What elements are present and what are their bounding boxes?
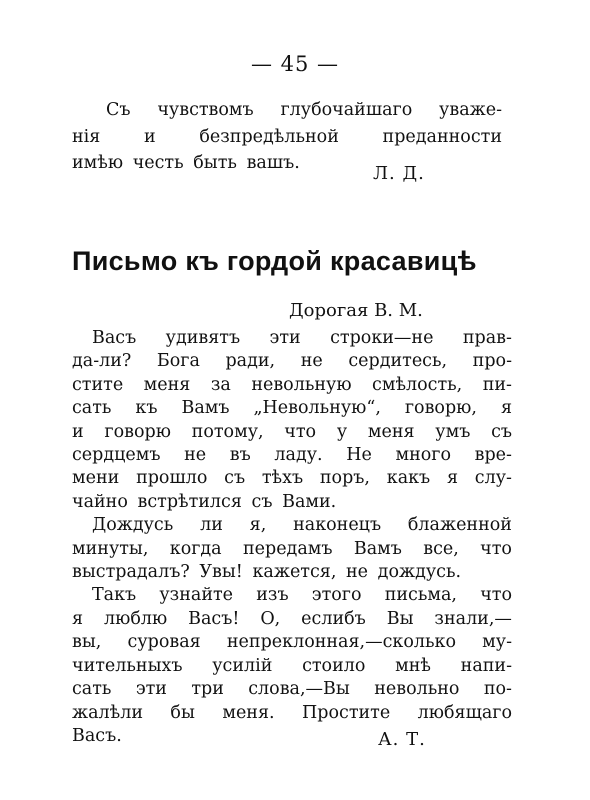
word: Такъ bbox=[92, 585, 137, 606]
word: суровая bbox=[127, 632, 201, 653]
word: изъ bbox=[256, 585, 289, 606]
word: про- bbox=[472, 351, 512, 372]
word: уваже- bbox=[439, 100, 502, 120]
word: знали,— bbox=[434, 608, 512, 629]
text-line bbox=[72, 702, 512, 725]
word: тѣхъ bbox=[261, 468, 304, 489]
word: не bbox=[346, 562, 369, 583]
word: встрѣтился bbox=[137, 491, 242, 512]
word: къ bbox=[135, 398, 158, 419]
word: стите bbox=[72, 374, 124, 395]
word: напи- bbox=[460, 655, 512, 676]
word: ради, bbox=[225, 351, 276, 372]
word: Вамъ bbox=[353, 538, 402, 559]
page-number: — 45 — bbox=[250, 52, 340, 76]
word: этого bbox=[311, 585, 362, 606]
word: мени bbox=[72, 468, 120, 489]
text-line bbox=[72, 124, 502, 151]
word: за bbox=[210, 374, 231, 395]
word: Съ bbox=[106, 100, 131, 120]
word: меня bbox=[143, 374, 191, 395]
text-line bbox=[72, 397, 512, 420]
word: умъ bbox=[435, 421, 471, 442]
word: все, bbox=[423, 538, 459, 559]
letter-signature: А. Т. bbox=[378, 729, 426, 750]
word: когда bbox=[169, 538, 222, 559]
text-line bbox=[72, 538, 512, 561]
letter-body bbox=[72, 327, 512, 748]
word: Простите bbox=[302, 702, 391, 723]
text-line bbox=[72, 655, 512, 678]
word: чувствомъ bbox=[157, 100, 254, 120]
text-line bbox=[72, 514, 512, 537]
text-line bbox=[72, 725, 512, 748]
word: прошло bbox=[136, 468, 208, 489]
word: усилій bbox=[212, 655, 273, 676]
word: вы, bbox=[72, 632, 102, 653]
word: сать bbox=[72, 679, 112, 700]
text-line bbox=[72, 584, 512, 607]
word: блаженной bbox=[407, 515, 512, 536]
word: Бога bbox=[156, 351, 200, 372]
text-line bbox=[72, 350, 512, 373]
word: „Невольную“, bbox=[253, 398, 381, 419]
word: прав- bbox=[462, 328, 512, 348]
word: меня. bbox=[222, 702, 275, 723]
word: какъ bbox=[386, 468, 431, 489]
word: меня bbox=[367, 421, 415, 442]
word: передамъ bbox=[242, 538, 333, 559]
letter-greeting: Дорогая В. М. bbox=[289, 300, 423, 321]
word: поръ, bbox=[319, 468, 370, 489]
word: слу- bbox=[474, 468, 512, 489]
word: люблю bbox=[103, 608, 168, 629]
text-line bbox=[72, 444, 512, 467]
word: и bbox=[144, 126, 156, 147]
word: не bbox=[184, 445, 207, 466]
word: эти bbox=[135, 679, 167, 700]
word: безпредѣльной bbox=[199, 126, 339, 147]
word: много bbox=[395, 445, 451, 466]
word: что bbox=[284, 421, 317, 442]
word: Васъ! bbox=[188, 608, 240, 629]
word: слова,—Вы bbox=[248, 679, 350, 700]
text-line bbox=[72, 631, 512, 654]
word: любящаго bbox=[417, 702, 512, 723]
word: сердитесь, bbox=[348, 351, 448, 372]
text-line bbox=[72, 374, 512, 397]
word: вашъ. bbox=[246, 153, 300, 173]
word: у bbox=[336, 421, 348, 442]
text-line bbox=[72, 678, 512, 701]
word: выстрадалъ? bbox=[72, 562, 190, 583]
word: Вами. bbox=[282, 491, 337, 512]
word: что bbox=[480, 585, 512, 606]
word: пи- bbox=[482, 374, 512, 395]
text-line bbox=[72, 467, 512, 490]
text-line bbox=[72, 421, 512, 444]
word: узнайте bbox=[159, 585, 234, 606]
text-line bbox=[72, 491, 512, 514]
word: стоило bbox=[302, 655, 366, 676]
text-line bbox=[72, 561, 512, 584]
word: чительныхъ bbox=[72, 655, 183, 676]
word: Васъ bbox=[92, 328, 137, 348]
word: быть bbox=[193, 153, 237, 173]
word: вре- bbox=[474, 445, 512, 466]
word: и bbox=[72, 421, 84, 442]
word: потому, bbox=[191, 421, 264, 442]
word: минуты, bbox=[72, 538, 149, 559]
word: ладу. bbox=[274, 445, 323, 466]
word: съ bbox=[491, 421, 512, 442]
word: жалѣли bbox=[72, 702, 143, 723]
word: дождусь. bbox=[377, 562, 462, 583]
word: говорю bbox=[104, 421, 171, 442]
word: мнѣ bbox=[395, 655, 431, 676]
previous-letter-closing bbox=[72, 97, 502, 177]
word: Вамъ bbox=[181, 398, 230, 419]
word: непреклонная,—сколько bbox=[226, 632, 456, 653]
paragraph bbox=[72, 327, 512, 514]
word: говорю, bbox=[404, 398, 477, 419]
word: Увы! bbox=[199, 562, 243, 583]
word: я, bbox=[249, 515, 267, 536]
word: ли bbox=[200, 515, 223, 536]
text-line bbox=[72, 608, 512, 631]
word: эти bbox=[269, 328, 301, 348]
word: нія bbox=[72, 126, 101, 147]
word: съ bbox=[224, 468, 246, 489]
paragraph bbox=[72, 584, 512, 748]
word: честь bbox=[132, 153, 184, 173]
word: кажется, bbox=[252, 562, 337, 583]
word: я bbox=[446, 468, 459, 489]
letter-title: Письмо къ гордой красавицѣ bbox=[72, 246, 477, 276]
previous-letter-signature: Л. Д. bbox=[373, 163, 425, 184]
word: еслибъ bbox=[301, 608, 366, 629]
word: по- bbox=[483, 679, 512, 700]
word: письма, bbox=[384, 585, 457, 606]
word: чайно bbox=[72, 491, 128, 512]
word: имѣю bbox=[72, 153, 124, 173]
word: невольную bbox=[251, 374, 352, 395]
word: строки—не bbox=[330, 328, 434, 348]
word: въ bbox=[229, 445, 251, 466]
word: не bbox=[300, 351, 323, 372]
word: смѣлость, bbox=[372, 374, 463, 395]
word: удивятъ bbox=[165, 328, 241, 348]
paragraph bbox=[72, 514, 512, 584]
word: Не bbox=[346, 445, 372, 466]
word: наконецъ bbox=[293, 515, 382, 536]
word: да-ли? bbox=[72, 351, 132, 372]
text-line bbox=[72, 97, 502, 124]
word: невольно bbox=[374, 679, 460, 700]
word: я bbox=[72, 608, 84, 629]
word: съ bbox=[251, 491, 273, 512]
text-line bbox=[72, 150, 502, 177]
word: преданности bbox=[382, 126, 502, 147]
word: три bbox=[191, 679, 224, 700]
word: сердцемъ bbox=[72, 445, 161, 466]
word: Васъ. bbox=[72, 725, 122, 746]
word: что bbox=[480, 538, 512, 559]
word: я bbox=[500, 398, 512, 419]
text-line bbox=[72, 327, 512, 350]
word: О, bbox=[260, 608, 281, 629]
word: глубочайшаго bbox=[280, 100, 413, 120]
word: Дождусь bbox=[92, 515, 174, 536]
word: сать bbox=[72, 398, 112, 419]
word: бы bbox=[170, 702, 195, 723]
word: Вы bbox=[386, 608, 414, 629]
word: му- bbox=[482, 632, 512, 653]
